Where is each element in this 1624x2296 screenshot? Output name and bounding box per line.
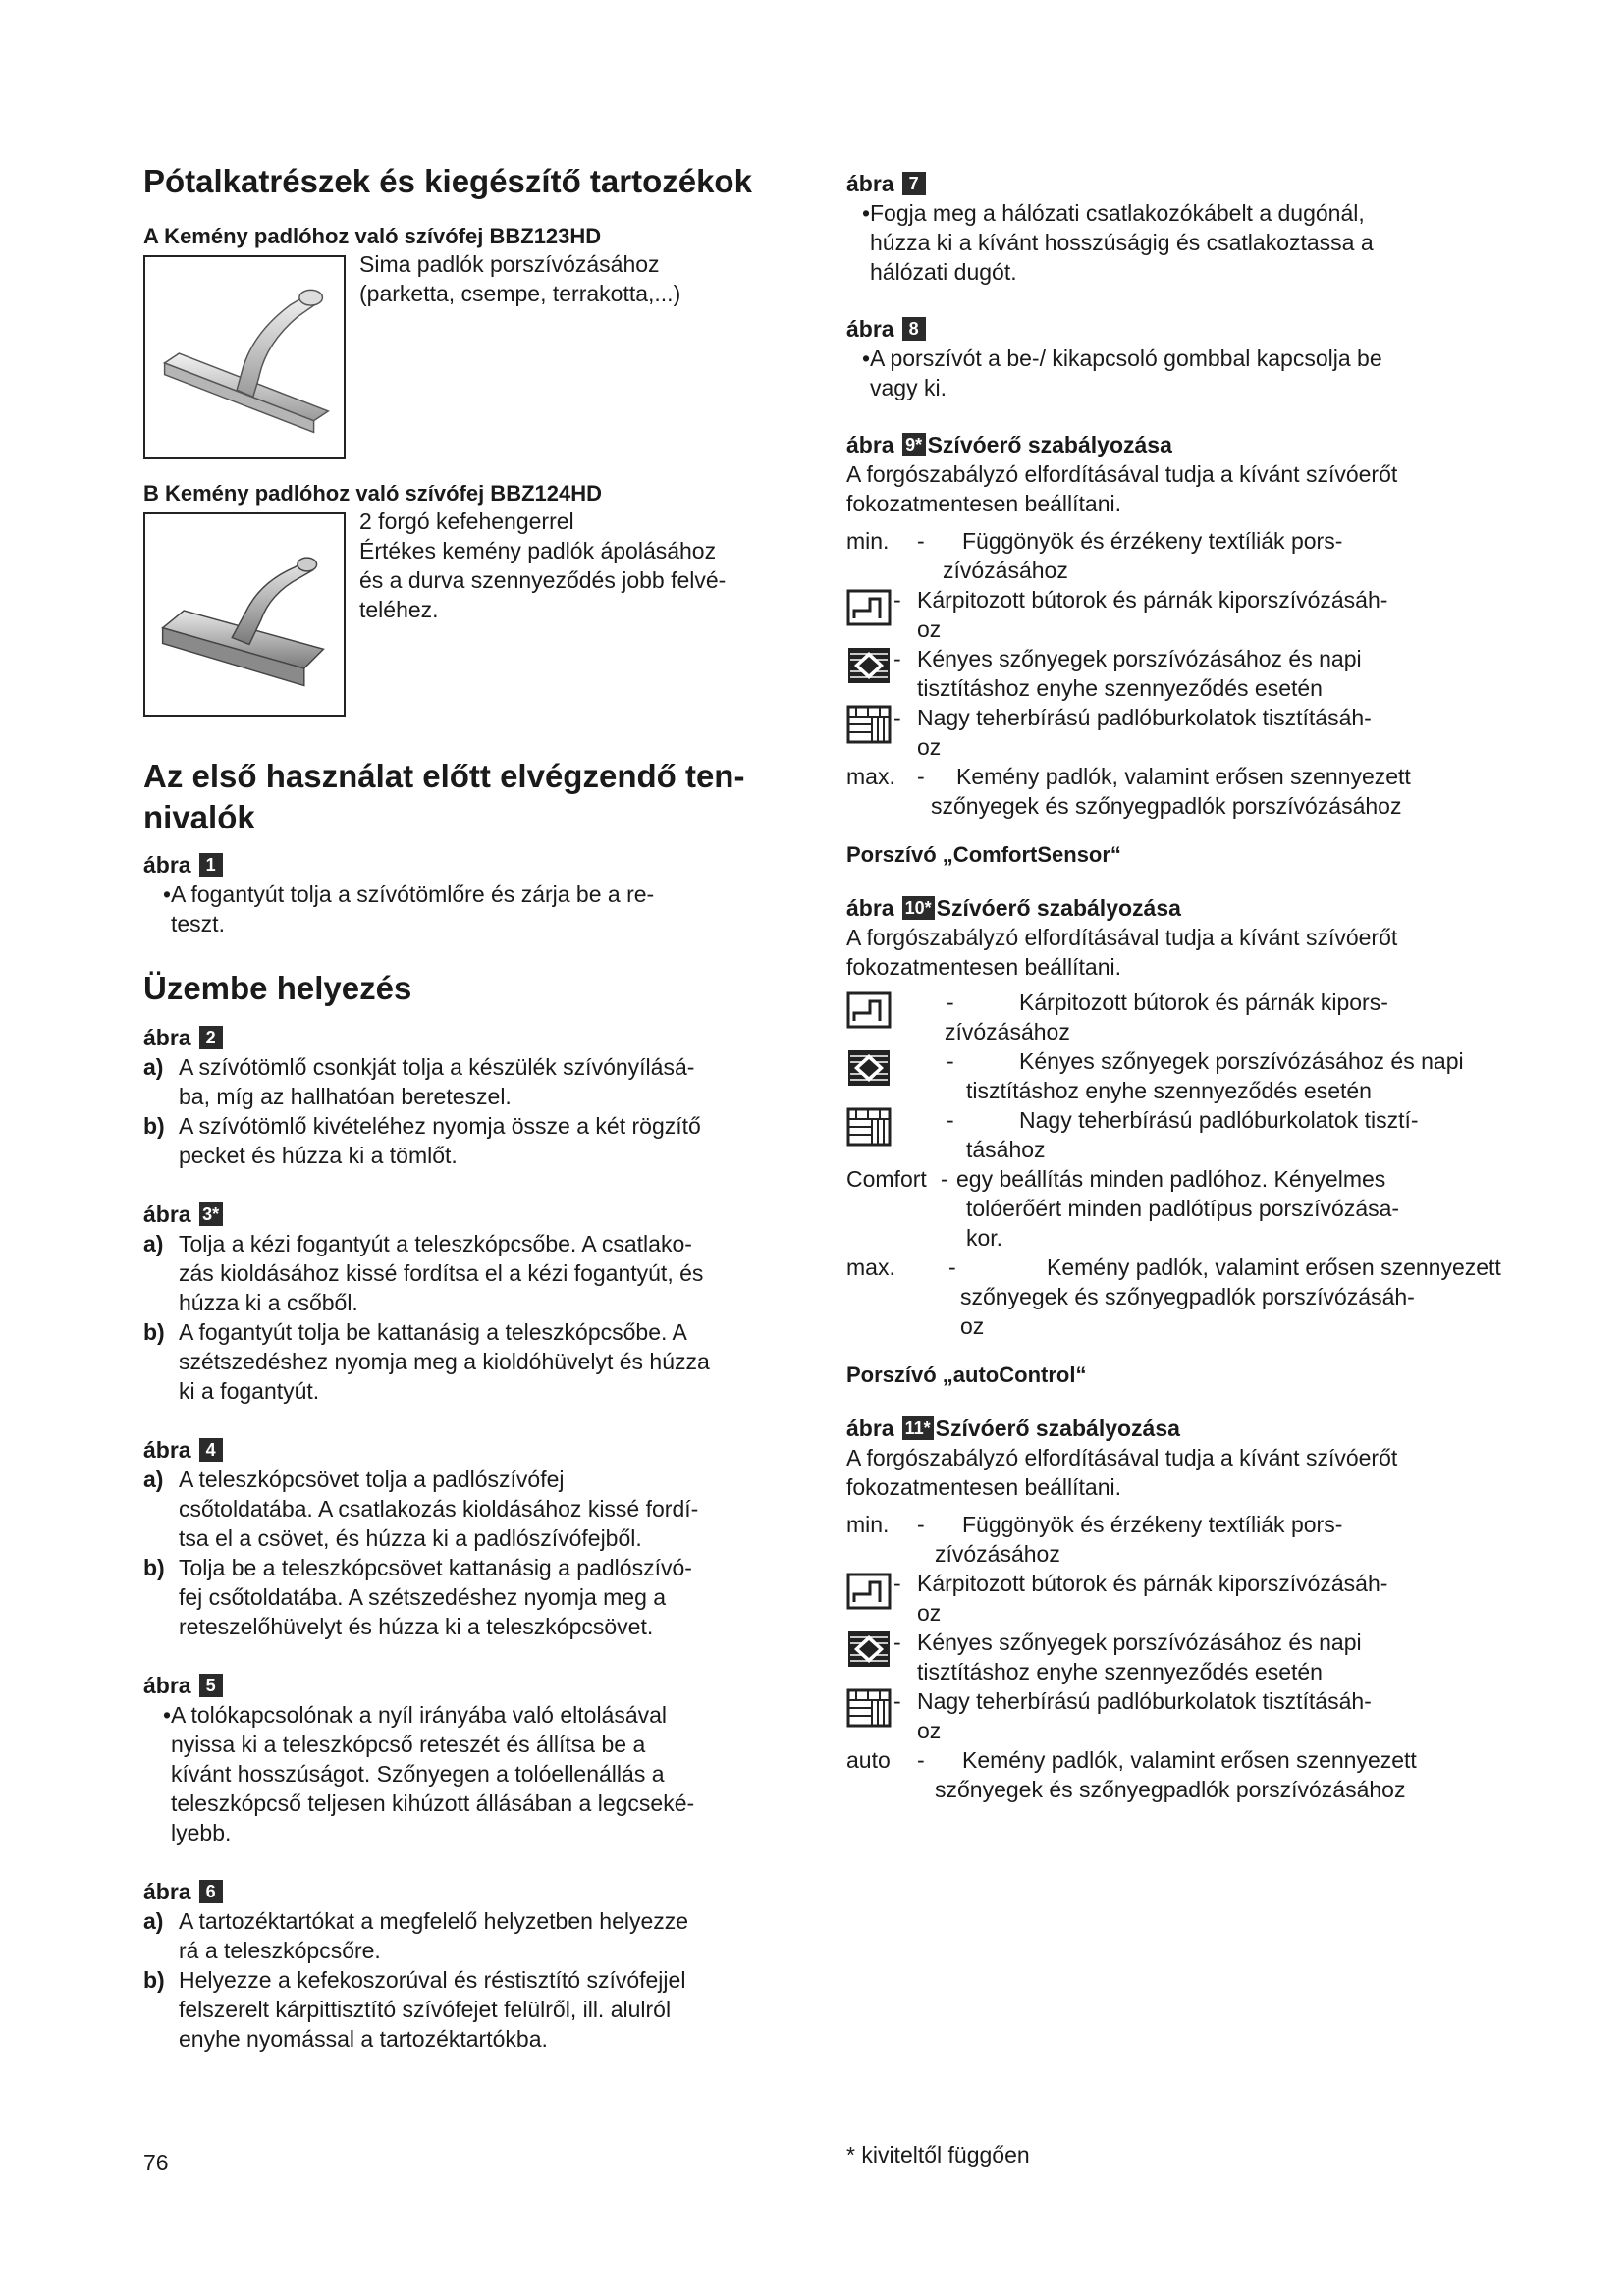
bullet: • (162, 881, 171, 907)
ac-setting-floor (846, 1686, 1593, 1745)
right-column (846, 169, 1593, 1804)
text-line: ki a fogantyút. (179, 1378, 320, 1404)
text-line: oz (960, 1313, 985, 1339)
text-line: Tolja a kézi fogantyút a teleszkópcsőbe. A csatlako- (179, 1231, 692, 1256)
text-line: Fogja meg a hálózati csatlakozókábelt a dugónál, (870, 200, 1365, 226)
text-line: Kényes szőnyegek porszívózásához és napi (917, 646, 1362, 671)
abra-label: ábra (143, 852, 191, 878)
text-line: Kárpitozott bútorok és párnák kiporszívózásáh- (917, 587, 1388, 613)
text-line: tolóerőért minden padlótípus porszívózása- (966, 1196, 1400, 1221)
figure-4 (143, 1435, 791, 1641)
figure-number: 10* (902, 896, 935, 920)
hard-floor-icon (846, 703, 892, 746)
setting-key: auto (846, 1747, 891, 1773)
figure-title: Szívóerő szabályozása (935, 1415, 1180, 1441)
cs-setting-max (846, 1253, 1593, 1341)
text-line: teleszkópcső teljesen kihúzott állásában a legcseké- (171, 1790, 695, 1816)
accessory-b-desc1: 2 forgó kefehengerrel (359, 508, 574, 534)
cs-setting-floor (846, 1105, 1593, 1164)
intro-line: A forgószabályzó elfordításával tudja a kívánt szívóerőt (846, 461, 1398, 487)
text-line: oz (917, 734, 942, 760)
abra-label: ábra (846, 1415, 894, 1441)
accessory-b-desc4: teléhez. (359, 597, 439, 622)
item-label: a) (143, 1908, 164, 1934)
accessory-a-desc1: Sima padlók porszívózásához (359, 251, 660, 277)
dash: - (948, 1255, 956, 1280)
text-line: szőnyegek és szőnyegpadlók porszívózásához (931, 793, 1402, 819)
figure-2 (143, 1023, 791, 1170)
dash: - (947, 1048, 954, 1074)
autocontrol-title: Porszívó „autoControl“ (846, 1362, 1087, 1387)
hard-floor-icon (846, 1686, 892, 1730)
text-line: hálózati dugót. (870, 259, 1017, 285)
text-line: zívózásához (935, 1541, 1060, 1567)
figure-number: 2 (199, 1026, 223, 1049)
rug-icon (846, 1046, 892, 1090)
footnote: * kiviteltől függően (846, 2142, 1030, 2167)
intro-line: A forgószabályzó elfordításával tudja a kívánt szívóerőt (846, 1445, 1398, 1470)
figure-title: Szívóerő szabályozása (927, 432, 1172, 457)
text-line: szőnyegek és szőnyegpadlók porszívózásához (935, 1777, 1406, 1802)
item-label: b) (143, 1113, 165, 1139)
text-line: egy beállítás minden padlóhoz. Kényelmes (956, 1166, 1386, 1192)
figure-7 (846, 169, 1593, 287)
text-line: szétszedéshez nyomja meg a kioldóhüvelyt és húzza (179, 1349, 710, 1374)
text-line: tisztításhoz enyhe szennyeződés esetén (917, 1659, 1323, 1684)
dash: - (893, 646, 901, 671)
text-line: oz (917, 1600, 942, 1626)
text-line: tisztításhoz enyhe szennyeződés esetén (966, 1078, 1372, 1103)
figure-title: Szívóerő szabályozása (936, 895, 1181, 921)
text-line: szőnyegek és szőnyegpadlók porszívózásáh- (960, 1284, 1415, 1309)
upholstery-icon (846, 1569, 892, 1612)
bullet: • (861, 200, 870, 226)
abra-label: ábra (143, 1201, 191, 1227)
dash: - (893, 587, 901, 613)
dash: - (893, 705, 901, 730)
text-line: húzza ki a kívánt hosszúságig és csatlakoztassa a (870, 230, 1374, 255)
figure-number: 11* (902, 1416, 934, 1440)
heading-first-use-2: nivalók (143, 799, 255, 835)
text-line: tsa el a csövet, és húzza ki a padlószívófejből. (179, 1525, 642, 1551)
text-line: tásához (966, 1137, 1046, 1162)
setting-key: max. (846, 1255, 895, 1280)
setting-key: min. (846, 1512, 890, 1537)
intro-line: fokozatmentesen beállítani. (846, 954, 1122, 980)
dash: - (947, 1107, 954, 1133)
hard-floor-icon (846, 1105, 892, 1148)
cs-setting-rug (846, 1046, 1593, 1105)
dash: - (893, 1571, 901, 1596)
figure-number: 6 (199, 1880, 223, 1903)
abra-label: ábra (846, 171, 894, 196)
abra-label: ábra (143, 1673, 191, 1698)
rug-icon (846, 644, 892, 687)
text-line: Tolja be a teleszkópcsövet kattanásig a padlószívó- (179, 1555, 692, 1580)
figure-number: 8 (902, 317, 926, 341)
figure-5 (143, 1671, 791, 1847)
setting-rug (846, 644, 1593, 703)
figure-number: 5 (199, 1674, 223, 1697)
abra-label: ábra (143, 1437, 191, 1463)
text-line: rá a teleszkópcsőre. (179, 1938, 381, 1963)
figure-number: 4 (199, 1438, 223, 1462)
bullet: • (861, 346, 870, 371)
figure-number: 3* (199, 1202, 223, 1226)
figure-11 (846, 1414, 1593, 1804)
accessory-b-title: B Kemény padlóhoz való szívófej BBZ124HD (143, 481, 602, 506)
rug-icon (846, 1628, 892, 1671)
figure-number: 7 (902, 172, 926, 195)
cs-setting-sofa (846, 988, 1593, 1046)
heading-spare-parts: Pótalkatrészek és kiegészítő tartozékok (143, 163, 752, 199)
dash: - (917, 764, 925, 789)
text-line: pecket és húzza ki a tömlőt. (179, 1143, 458, 1168)
left-column (143, 157, 791, 2054)
heading-first-use-1: Az első használat előtt elvégzendő ten- (143, 758, 745, 794)
text-line: vagy ki. (870, 375, 947, 400)
upholstery-icon (846, 988, 892, 1031)
text-line: kor. (966, 1225, 1003, 1251)
setting-key: Comfort (846, 1166, 927, 1192)
intro-line: fokozatmentesen beállítani. (846, 1474, 1122, 1500)
setting-max (846, 762, 1593, 821)
abra-label: ábra (846, 432, 894, 457)
ac-setting-rug (846, 1628, 1593, 1686)
text-line: A tartozéktartókat a megfelelő helyzetben helyezze (179, 1908, 689, 1934)
text-line: A szívótömlő kivételéhez nyomja össze a két rögzítő (179, 1113, 701, 1139)
accessory-b (143, 479, 791, 717)
comfortsensor-title: Porszívó „ComfortSensor“ (846, 842, 1121, 867)
accessory-a-title: A Kemény padlóhoz való szívófej BBZ123HD (143, 224, 602, 248)
intro-line: A forgószabályzó elfordításával tudja a kívánt szívóerőt (846, 925, 1398, 950)
figure-number: 9* (902, 433, 926, 456)
text-line: lyebb. (171, 1820, 232, 1845)
abra-label: ábra (143, 1879, 191, 1904)
dash: - (917, 528, 925, 554)
text-line: fej csőtoldatába. A szétszedéshez nyomja meg a (179, 1584, 667, 1610)
dash: - (941, 1166, 948, 1192)
abra-label: ábra (846, 316, 894, 342)
text-line: ba, míg az hallhatóan bereteszel. (179, 1084, 512, 1109)
setting-sofa (846, 585, 1593, 644)
text-line: Helyezze a kefekoszorúval és réstisztító szívófejjel (179, 1967, 686, 1993)
accessory-a (143, 222, 791, 459)
text-line: A porszívót a be-/ kikapcsoló gombbal kapcsolja be (870, 346, 1382, 371)
text-line: A tolókapcsolónak a nyíl irányába való eltolásával (171, 1702, 668, 1728)
text-line: Kárpitozott bútorok és párnák kiporszívózásáh- (917, 1571, 1388, 1596)
dash: - (917, 1512, 925, 1537)
text-line: Kemény padlók, valamint erősen szennyezett (962, 1747, 1417, 1773)
figure-6 (143, 1877, 791, 2054)
setting-key: min. (846, 528, 890, 554)
setting-floor (846, 703, 1593, 762)
accessory-b-desc3: és a durva szennyeződés jobb felvé- (359, 567, 727, 593)
text-line: A teleszkópcsövet tolja a padlószívófej (179, 1467, 565, 1492)
ac-setting-auto (846, 1745, 1593, 1804)
text-line: teszt. (171, 911, 225, 936)
abra-label: ábra (846, 895, 894, 921)
brush-nozzle-icon (145, 514, 344, 715)
cs-setting-comfort (846, 1164, 1593, 1253)
text-line: oz (917, 1718, 942, 1743)
abra-label: ábra (143, 1025, 191, 1050)
section-first-use (143, 756, 791, 838)
item-label: b) (143, 1967, 165, 1993)
page-number: 76 (143, 2150, 169, 2175)
text-line: reteszelőhüvelyt és húzza ki a teleszkópcsövet. (179, 1614, 654, 1639)
item-label: b) (143, 1555, 165, 1580)
text-line: Nagy teherbírású padlóburkolatok tisztításáh- (917, 705, 1372, 730)
text-line: Kárpitozott bútorok és párnák kipors- (1019, 989, 1388, 1015)
nozzle-b-image (143, 512, 346, 717)
intro-line: fokozatmentesen beállítani. (846, 491, 1122, 516)
text-line: Függönyök és érzékeny textíliák pors- (962, 528, 1343, 554)
figure-10 (846, 893, 1593, 1341)
text-line: Kemény padlók, valamint erősen szennyezett (1047, 1255, 1501, 1280)
text-line: oz (917, 616, 942, 642)
accessory-a-desc2: (parketta, csempe, terrakotta,...) (359, 281, 681, 306)
text-line: kívánt hosszúságot. Szőnyegen a tolóellenállás a (171, 1761, 665, 1787)
figure-9 (846, 430, 1593, 821)
text-line: Függönyök és érzékeny textíliák pors- (962, 1512, 1343, 1537)
dash: - (893, 1629, 901, 1655)
item-label: a) (143, 1467, 164, 1492)
text-line: húzza ki a csőből. (179, 1290, 358, 1315)
text-line: zívózásához (943, 558, 1068, 583)
setting-min (846, 526, 1593, 585)
text-line: Nagy teherbírású padlóburkolatok tisztí- (1019, 1107, 1419, 1133)
ac-setting-min (846, 1510, 1593, 1569)
heading-operation: Üzembe helyezés (143, 970, 412, 1006)
figure-8 (846, 314, 1593, 402)
text-line: A fogantyút tolja a szívótömlőre és zárja be a re- (171, 881, 655, 907)
nozzle-a-image (143, 255, 346, 459)
figure-number: 1 (199, 853, 223, 877)
text-line: nyissa ki a teleszkópcső reteszét és állítsa be a (171, 1732, 646, 1757)
text-line: Nagy teherbírású padlóburkolatok tisztításáh- (917, 1688, 1372, 1714)
dash: - (917, 1747, 925, 1773)
text-line: A szívótömlő csonkját tolja a készülék szívónyílásá- (179, 1054, 695, 1080)
text-line: Kényes szőnyegek porszívózásához és napi (917, 1629, 1362, 1655)
text-line: enyhe nyomással a tartozéktartókba. (179, 2026, 548, 2052)
text-line: Kemény padlók, valamint erősen szennyezett (956, 764, 1411, 789)
bullet: • (162, 1702, 171, 1728)
item-label: a) (143, 1231, 164, 1256)
setting-key: max. (846, 764, 895, 789)
item-label: b) (143, 1319, 165, 1345)
ac-setting-sofa (846, 1569, 1593, 1628)
figure-1 (143, 850, 791, 938)
accessory-b-desc2: Értékes kemény padlók ápolásához (359, 538, 717, 563)
text-line: zás kioldásához kissé fordítsa el a kézi fogantyút, és (179, 1260, 704, 1286)
figure-3 (143, 1200, 791, 1406)
dash: - (947, 989, 954, 1015)
text-line: tisztításhoz enyhe szennyeződés esetén (917, 675, 1323, 701)
item-label: a) (143, 1054, 164, 1080)
floor-nozzle-icon (145, 257, 344, 457)
text-line: csőtoldatába. A csatlakozás kioldásához kissé fordí- (179, 1496, 699, 1522)
text-line: A fogantyút tolja be kattanásig a teleszkópcsőbe. A (179, 1319, 687, 1345)
text-line: felszerelt kárpittisztító szívófejet felülről, ill. alulról (179, 1997, 672, 2022)
text-line: Kényes szőnyegek porszívózásához és napi (1019, 1048, 1464, 1074)
upholstery-icon (846, 585, 892, 628)
dash: - (893, 1688, 901, 1714)
text-line: zívózásához (945, 1019, 1070, 1044)
